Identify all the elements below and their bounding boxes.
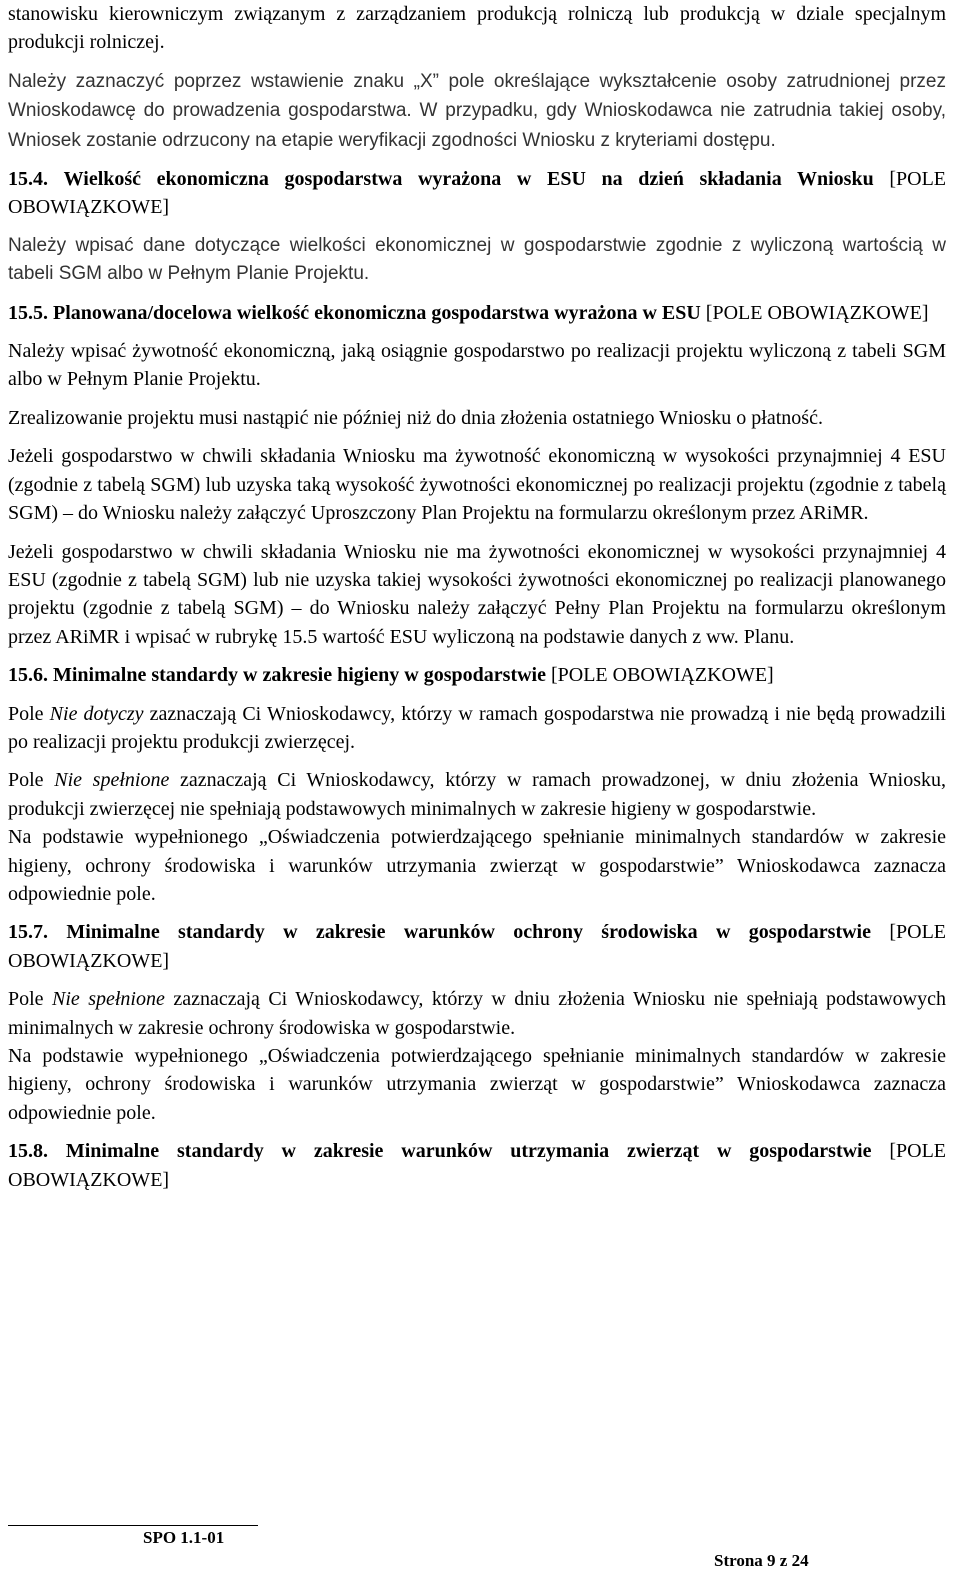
field-name: Nie dotyczy xyxy=(49,702,144,725)
section-title: Planowana/docelowa wielkość ekonomiczna gospodarstwa wyrażona w ESU xyxy=(53,301,701,324)
section-number: 15.4. xyxy=(8,168,48,191)
intro-paragraph-2b: W przypadku, gdy Wnioskodawca nie zatrudnia takiej osoby, Wniosek zostanie odrzucony na etapie weryfikacji zgodności Wniosku z kryteriami dostępu. xyxy=(8,100,946,151)
mandatory-flag: [POLE OBOWIĄZKOWE] xyxy=(8,168,947,219)
section-15-8-heading xyxy=(8,1137,946,1194)
field-name: Nie spełnione xyxy=(54,769,170,792)
mandatory-flag: [POLE OBOWIĄZKOWE] xyxy=(8,921,947,972)
mandatory-flag: [POLE OBOWIĄZKOWE] xyxy=(550,664,774,687)
intro-paragraph-1: stanowisku kierowniczym związanym z zarządzaniem produkcją rolniczą lub produkcją w dziale specjalnym produkcji rolniczej. xyxy=(8,3,946,54)
section-15-5-paragraph-3: Jeżeli gospodarstwo w chwili składania Wniosku ma żywotność ekonomiczną w wysokości przynajmniej 4 ESU (zgodnie z tabelą SGM) lub uzyska taką wysokość żywotności ekonomicznej po realizacji projektu (zgodnie z tabelą SGM) – do Wniosku należy załączyć Uproszczony Plan Projektu na formularzu określonym przez ARiMR. xyxy=(8,445,946,525)
section-15-5-heading xyxy=(8,299,946,327)
section-15-4-paragraph: Należy wpisać dane dotyczące wielkości ekonomicznej w gospodarstwie zgodnie z wyliczoną wartością w tabeli SGM albo w Pełnym Planie Projektu. xyxy=(8,234,946,285)
text-run: zaznaczają Ci Wnioskodawcy, którzy w ramach gospodarstwa nie prowadzą i nie będą prowadzili po realizacji projektu produkcji zwierzęcej. xyxy=(8,702,946,753)
section-15-4-heading xyxy=(8,165,946,222)
section-title: Minimalne standardy w zakresie warunków utrzymania zwierząt w gospodarstwie xyxy=(65,1140,872,1163)
section-15-5-paragraph-2: Zrealizowanie projektu musi nastąpić nie później niż do dnia złożenia ostatniego Wniosku o płatność. xyxy=(8,406,823,429)
section-15-5-paragraph-1: Należy wpisać żywotność ekonomiczną, jaką osiągnie gospodarstwo po realizacji projektu wyliczoną z tabeli SGM albo w Pełnym Planie Projektu. xyxy=(8,340,946,391)
text-run: Pole xyxy=(8,702,50,725)
section-15-6-paragraph-2 xyxy=(8,766,946,823)
section-15-7-paragraph-1 xyxy=(8,985,946,1042)
mandatory-flag: [POLE OBOWIĄZKOWE] xyxy=(8,1140,947,1191)
section-15-7-heading xyxy=(8,918,946,975)
section-number: 15.7. xyxy=(8,921,48,944)
section-15-7-paragraph-2: Na podstawie wypełnionego „Oświadczenia potwierdzającego spełnianie minimalnych standardów w zakresie higieny, ochrony środowiska i warunków utrzymania zwierząt w gospodarstwie” Wnioskodawca zaznacza odpowiednie pole. xyxy=(8,1045,946,1124)
section-title: Minimalne standardy w zakresie warunków ochrony środowiska w gospodarstwie xyxy=(66,921,871,944)
section-number: 15.8. xyxy=(8,1140,48,1163)
section-number: 15.6. xyxy=(8,664,48,687)
mandatory-flag: [POLE OBOWIĄZKOWE] xyxy=(705,301,929,324)
section-number: 15.5. xyxy=(8,301,48,324)
section-title: Wielkość ekonomiczna gospodarstwa wyrażona w ESU na dzień składania Wniosku xyxy=(63,168,874,191)
footer-divider xyxy=(8,1525,258,1526)
section-15-6-heading xyxy=(8,661,946,689)
section-title: Minimalne standardy w zakresie higieny w gospodarstwie xyxy=(53,664,546,687)
text-run: zaznaczają Ci Wnioskodawcy, którzy w ramach prowadzonej, w dniu złożenia Wniosku, produkcji zwierzęcej nie spełniają podstawowych minimalnych w zakresie higieny w gospodarstwie. xyxy=(8,769,947,820)
document-body xyxy=(8,0,946,1194)
footer-page-number: Strona 9 z 24 xyxy=(714,1551,809,1570)
footer-document-code: SPO 1.1-01 xyxy=(143,1528,225,1547)
intro-paragraph-2a: Należy zaznaczyć poprzez wstawienie znaku „X” pole określające wykształcenie osoby zatrudnionej przez Wnioskodawcę do prowadzenia gospodarstwa. xyxy=(8,70,946,122)
text-run: Pole xyxy=(8,988,52,1011)
text-run: zaznaczają Ci Wnioskodawcy, którzy w dniu złożenia Wniosku nie spełniają podstawowych minimalnych w zakresie ochrony środowiska w gospodarstwie. xyxy=(8,988,946,1039)
text-run: Pole xyxy=(8,769,55,792)
section-15-6-paragraph-1 xyxy=(8,700,946,757)
section-15-6-paragraph-3: Na podstawie wypełnionego „Oświadczenia potwierdzającego spełnianie minimalnych standardów w zakresie higieny, ochrony środowiska i warunków utrzymania zwierząt w gospodarstwie” Wnioskodawca zaznacza odpowiednie pole. xyxy=(8,826,946,905)
intro-paragraph-2 xyxy=(8,67,946,155)
field-name: Nie spełnione xyxy=(52,988,165,1011)
section-15-5-paragraph-4: Jeżeli gospodarstwo w chwili składania Wniosku nie ma żywotności ekonomicznej w wysokości przynajmniej 4 ESU (zgodnie z tabelą SGM) lub nie uzyska takiej wysokości żywotności ekonomicznej po realizacji planowanego projektu (zgodnie z tabelą SGM) – do Wniosku należy załączyć Pełny Plan Projektu na formularzu określonym przez ARiMR i wpisać w rubrykę 15.5 wartość ESU wyliczoną na podstawie danych z ww. Planu. xyxy=(8,540,946,648)
